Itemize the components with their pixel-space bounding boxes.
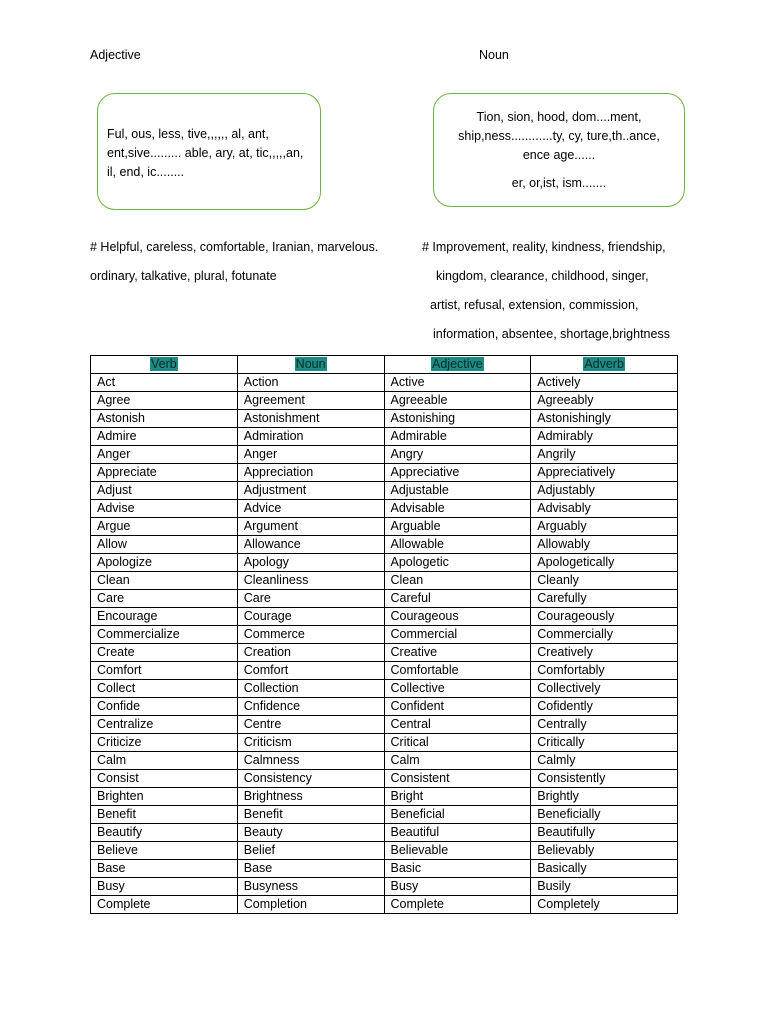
table-row <box>91 410 678 428</box>
table-cell-verb: Confide <box>91 698 238 716</box>
table-cell-adverb: Arguably <box>531 518 678 536</box>
table-row <box>91 734 678 752</box>
table-cell-noun: Collection <box>237 680 384 698</box>
table-cell-adjective: Allowable <box>384 536 531 554</box>
table-cell-noun: Astonishment <box>237 410 384 428</box>
table-cell-adverb: Commercially <box>531 626 678 644</box>
table-row <box>91 770 678 788</box>
table-cell-adjective: Consistent <box>384 770 531 788</box>
table-row <box>91 518 678 536</box>
table-row <box>91 428 678 446</box>
table-cell-adverb: Actively <box>531 374 678 392</box>
table-cell-adjective: Basic <box>384 860 531 878</box>
table-cell-verb: Act <box>91 374 238 392</box>
table-cell-verb: Criticize <box>91 734 238 752</box>
heading-noun: Noun <box>479 48 509 62</box>
table-cell-verb: Beautify <box>91 824 238 842</box>
table-row <box>91 626 678 644</box>
table-cell-verb: Believe <box>91 842 238 860</box>
table-cell-verb: Consist <box>91 770 238 788</box>
table-cell-verb: Brighten <box>91 788 238 806</box>
table-cell-adjective: Beautiful <box>384 824 531 842</box>
table-row <box>91 806 678 824</box>
table-cell-adverb: Carefully <box>531 590 678 608</box>
table-cell-adverb: Calmly <box>531 752 678 770</box>
table-cell-adjective: Believable <box>384 842 531 860</box>
adjective-suffix-line: ent,sive......... able, ary, at, tic,,,,,an, <box>107 146 304 160</box>
table-cell-noun: Consistency <box>237 770 384 788</box>
table-cell-noun: Argument <box>237 518 384 536</box>
table-cell-adverb: Admirably <box>531 428 678 446</box>
table-cell-noun: Comfort <box>237 662 384 680</box>
noun-suffix-line: ence age...... <box>522 148 596 162</box>
table-cell-noun: Adjustment <box>237 482 384 500</box>
table-row <box>91 536 678 554</box>
table-row <box>91 644 678 662</box>
table-cell-noun: Action <box>237 374 384 392</box>
table-cell-adjective: Central <box>384 716 531 734</box>
noun-examples-line: information, absentee, shortage,brightness <box>433 327 670 341</box>
table-cell-noun: Completion <box>237 896 384 914</box>
table-cell-verb: Agree <box>91 392 238 410</box>
table-cell-adjective: Calm <box>384 752 531 770</box>
column-header-verb: Verb <box>91 356 238 374</box>
table-cell-adjective: Apologetic <box>384 554 531 572</box>
table-cell-verb: Astonish <box>91 410 238 428</box>
table-cell-adverb: Beneficially <box>531 806 678 824</box>
table-cell-noun: Appreciation <box>237 464 384 482</box>
table-body <box>91 374 678 914</box>
table-cell-noun: Centre <box>237 716 384 734</box>
table-cell-adverb: Completely <box>531 896 678 914</box>
table-cell-noun: Benefit <box>237 806 384 824</box>
table-cell-verb: Allow <box>91 536 238 554</box>
table-cell-adjective: Admirable <box>384 428 531 446</box>
table-cell-adverb: Advisably <box>531 500 678 518</box>
table-row <box>91 842 678 860</box>
table-cell-noun: Brightness <box>237 788 384 806</box>
table-cell-verb: Anger <box>91 446 238 464</box>
table-cell-noun: Belief <box>237 842 384 860</box>
table-row <box>91 788 678 806</box>
table-cell-adjective: Agreeable <box>384 392 531 410</box>
column-header-adjective: Adjective <box>384 356 531 374</box>
table-cell-adverb: Centrally <box>531 716 678 734</box>
noun-suffix-box <box>433 93 685 207</box>
table-row <box>91 482 678 500</box>
table-row <box>91 500 678 518</box>
table-cell-noun: Allowance <box>237 536 384 554</box>
table-cell-verb: Apologize <box>91 554 238 572</box>
noun-suffix-text <box>434 108 684 193</box>
table-cell-adjective: Beneficial <box>384 806 531 824</box>
table-cell-verb: Clean <box>91 572 238 590</box>
table-cell-adverb: Comfortably <box>531 662 678 680</box>
table-cell-adverb: Basically <box>531 860 678 878</box>
table-cell-verb: Complete <box>91 896 238 914</box>
table-cell-adverb: Critically <box>531 734 678 752</box>
table-cell-noun: Admiration <box>237 428 384 446</box>
table-cell-adverb: Agreeably <box>531 392 678 410</box>
column-header-noun: Noun <box>237 356 384 374</box>
adjective-suffix-line: Ful, ous, less, tive,,,,,, al, ant, <box>107 127 269 141</box>
table-cell-adverb: Busily <box>531 878 678 896</box>
adjective-suffix-line: il, end, ic........ <box>107 165 185 179</box>
adjective-examples-line: ordinary, talkative, plural, fotunate <box>90 269 277 283</box>
table-row <box>91 680 678 698</box>
noun-examples-line: artist, refusal, extension, commission, <box>430 298 639 312</box>
table-cell-adjective: Courageous <box>384 608 531 626</box>
table-row <box>91 752 678 770</box>
table-row <box>91 446 678 464</box>
word-forms-table <box>90 355 678 914</box>
table-cell-adjective: Arguable <box>384 518 531 536</box>
table-row <box>91 824 678 842</box>
table-cell-adjective: Bright <box>384 788 531 806</box>
table-cell-adjective: Advisable <box>384 500 531 518</box>
table-cell-noun: Beauty <box>237 824 384 842</box>
table-cell-adjective: Appreciative <box>384 464 531 482</box>
table-cell-adverb: Astonishingly <box>531 410 678 428</box>
table-cell-adverb: Apologetically <box>531 554 678 572</box>
table-cell-adjective: Astonishing <box>384 410 531 428</box>
table-cell-verb: Centralize <box>91 716 238 734</box>
table-row <box>91 464 678 482</box>
table-row <box>91 608 678 626</box>
noun-suffix-line: er, or,ist, ism....... <box>511 176 607 190</box>
table-cell-adverb: Creatively <box>531 644 678 662</box>
adjective-suffix-box <box>97 93 321 210</box>
table-header-row <box>91 356 678 374</box>
noun-examples-line: kingdom, clearance, childhood, singer, <box>436 269 649 283</box>
table-cell-verb: Benefit <box>91 806 238 824</box>
table-cell-adverb: Appreciatively <box>531 464 678 482</box>
table-row <box>91 878 678 896</box>
table-cell-adverb: Adjustably <box>531 482 678 500</box>
table-cell-noun: Advice <box>237 500 384 518</box>
table-cell-adjective: Careful <box>384 590 531 608</box>
table-cell-noun: Commerce <box>237 626 384 644</box>
table-cell-adjective: Critical <box>384 734 531 752</box>
table-row <box>91 698 678 716</box>
table-row <box>91 590 678 608</box>
table-cell-adjective: Angry <box>384 446 531 464</box>
table-cell-adverb: Courageously <box>531 608 678 626</box>
table-cell-adjective: Complete <box>384 896 531 914</box>
table-row <box>91 860 678 878</box>
table-cell-adverb: Brightly <box>531 788 678 806</box>
table-cell-adjective: Creative <box>384 644 531 662</box>
table-cell-verb: Busy <box>91 878 238 896</box>
table-cell-noun: Busyness <box>237 878 384 896</box>
noun-examples-line: # Improvement, reality, kindness, friendship, <box>422 240 666 254</box>
table-row <box>91 716 678 734</box>
noun-suffix-line: ship,ness............ty, cy, ture,th..ance, <box>458 129 660 143</box>
table-cell-verb: Encourage <box>91 608 238 626</box>
table-cell-adverb: Believably <box>531 842 678 860</box>
table-cell-verb: Advise <box>91 500 238 518</box>
table-cell-adjective: Adjustable <box>384 482 531 500</box>
adjective-suffix-text <box>107 125 303 182</box>
adjective-examples-line: # Helpful, careless, comfortable, Iranian, marvelous. <box>90 240 379 254</box>
table-cell-noun: Agreement <box>237 392 384 410</box>
table-cell-verb: Calm <box>91 752 238 770</box>
table-row <box>91 896 678 914</box>
table-cell-noun: Calmness <box>237 752 384 770</box>
column-header-adverb: Adverb <box>531 356 678 374</box>
table-cell-adverb: Cleanly <box>531 572 678 590</box>
table-cell-adjective: Busy <box>384 878 531 896</box>
table-cell-adjective: Active <box>384 374 531 392</box>
table-cell-adjective: Confident <box>384 698 531 716</box>
table-cell-noun: Courage <box>237 608 384 626</box>
table-cell-adverb: Cofidently <box>531 698 678 716</box>
table-cell-noun: Criticism <box>237 734 384 752</box>
table-cell-verb: Care <box>91 590 238 608</box>
table-row <box>91 662 678 680</box>
table-cell-verb: Commercialize <box>91 626 238 644</box>
heading-adjective: Adjective <box>90 48 141 62</box>
table-cell-noun: Cnfidence <box>237 698 384 716</box>
table-cell-noun: Creation <box>237 644 384 662</box>
table-cell-adjective: Clean <box>384 572 531 590</box>
table-cell-adjective: Comfortable <box>384 662 531 680</box>
table-row <box>91 554 678 572</box>
noun-suffix-line: Tion, sion, hood, dom....ment, <box>476 110 642 124</box>
table-cell-adjective: Collective <box>384 680 531 698</box>
table-cell-noun: Care <box>237 590 384 608</box>
table-row <box>91 572 678 590</box>
table-cell-verb: Create <box>91 644 238 662</box>
table-cell-verb: Adjust <box>91 482 238 500</box>
table-cell-verb: Collect <box>91 680 238 698</box>
table-row <box>91 392 678 410</box>
table-cell-verb: Base <box>91 860 238 878</box>
table-cell-noun: Apology <box>237 554 384 572</box>
table-cell-adverb: Angrily <box>531 446 678 464</box>
table-cell-verb: Comfort <box>91 662 238 680</box>
table-cell-adjective: Commercial <box>384 626 531 644</box>
table-cell-adverb: Collectively <box>531 680 678 698</box>
table-cell-adverb: Consistently <box>531 770 678 788</box>
table-cell-verb: Argue <box>91 518 238 536</box>
table-cell-noun: Base <box>237 860 384 878</box>
table-cell-verb: Appreciate <box>91 464 238 482</box>
table-cell-verb: Admire <box>91 428 238 446</box>
table-cell-adverb: Allowably <box>531 536 678 554</box>
table-cell-adverb: Beautifully <box>531 824 678 842</box>
table-cell-noun: Anger <box>237 446 384 464</box>
table-row <box>91 374 678 392</box>
table-cell-noun: Cleanliness <box>237 572 384 590</box>
